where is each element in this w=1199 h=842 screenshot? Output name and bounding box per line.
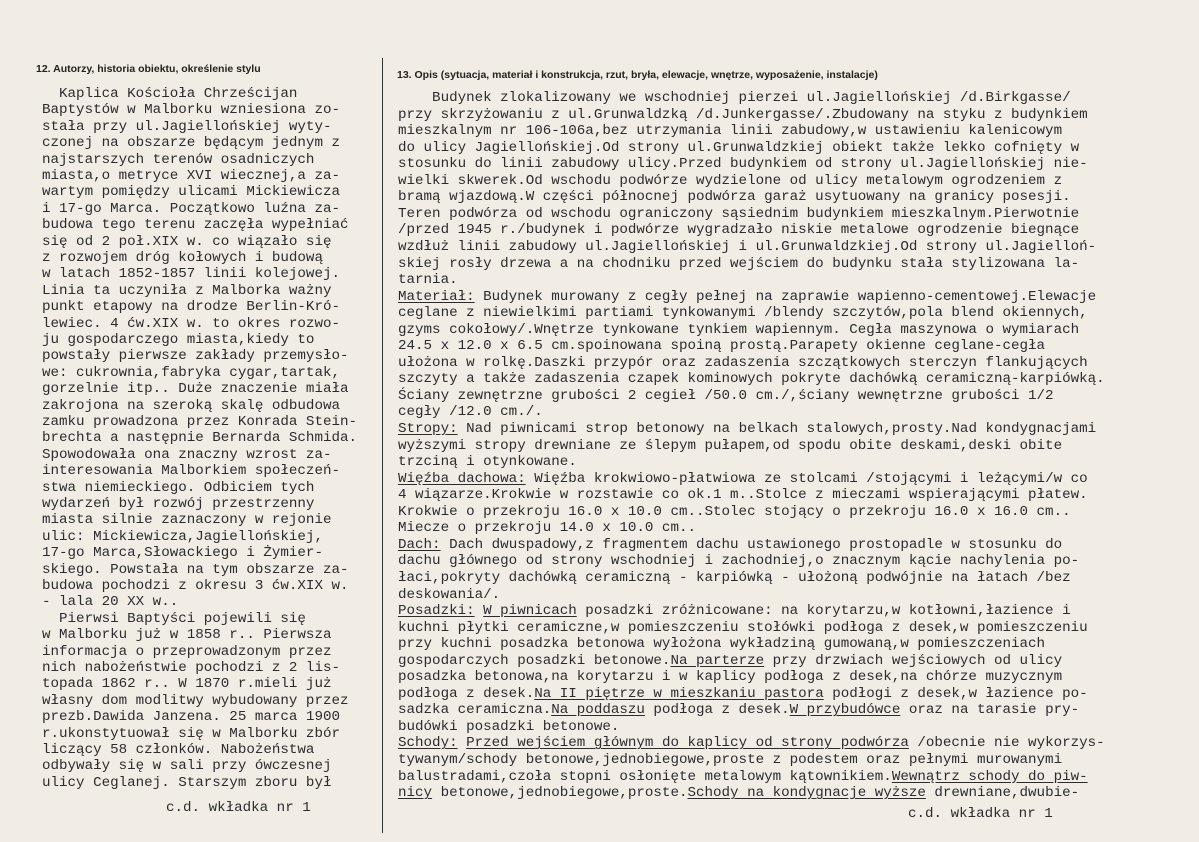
description-line: [398, 669, 1062, 685]
history-line: ulic: Mickiewicza,Jagiellońskiej,: [42, 528, 323, 545]
description-text: do ulicy Jagiellońskiej.Od strony ul.Grunwaldzkiej obiekt także lekko cofnięty w: [398, 139, 1080, 156]
history-line: ulicy Ceglanej. Starszym zboru był: [42, 774, 332, 791]
history-line: lewiec. 4 ćw.XIX w. to okres rozwo-: [42, 315, 340, 332]
underlined-heading: Schody na kondygnacje wyższe: [687, 785, 926, 802]
history-line: stała przy ul.Jagiellońskiej wyty-: [42, 118, 332, 135]
history-line: brechta a następnie Bernarda Schmida.: [42, 430, 358, 447]
description-text: Krokwie o przekroju 16.0 x 10.0 cm..Stolec stojący o przekroju 16.0 x 16.0 cm..: [398, 503, 1071, 520]
description-line: [398, 454, 577, 470]
underlined-heading: nicy: [398, 785, 433, 802]
description-line: [398, 206, 1079, 222]
description-line: [398, 553, 1079, 569]
underlined-heading: Schody:: [398, 735, 458, 752]
description-line: [398, 719, 619, 735]
history-line: ju gospodarczego miasta,kiedy to: [42, 332, 315, 348]
description-line: [398, 620, 1088, 636]
description-line: [398, 537, 1062, 553]
description-line: [398, 256, 1079, 272]
description-line: [398, 471, 1088, 487]
description-text-column: [398, 90, 1193, 800]
description-text: 4 wiązarze.Krokwie w rozstawie co ok.1 m..Stolce z mieczami wspierającymi płatew.: [398, 487, 1088, 504]
description-text: sadzka ceramiczna.: [398, 702, 552, 719]
description-line: [398, 388, 1054, 404]
section-13-header: 13. Opis (sytuacja, materiał i konstrukcja, rzut, bryła, elewacje, wnętrze, wyposażenie, instalacje): [397, 69, 878, 81]
description-text: przy kuchni posadzka betonowa wyłożona wykładziną gumowaną,w pomieszczeniach: [398, 636, 1046, 653]
underlined-heading: Na II piętrze w mieszkaniu pastora: [534, 685, 824, 702]
description-text: tarnia.: [398, 272, 458, 289]
description-line: [398, 189, 1071, 205]
description-line: [398, 156, 1088, 172]
description-text: ceglane z niewielkimi partiami tynkowanymi /blendy szczytów,pola blend okiennych,: [398, 305, 1088, 322]
history-line: w latach 1852-1857 linii kolejowej.: [42, 266, 340, 283]
description-text: stosunku do linii zabudowy ulicy.Przed budynkiem od strony ul.Jagiellońskiej nie-: [398, 156, 1088, 173]
description-line: [398, 338, 1045, 354]
description-text: przy drzwiach wejściowych od ulicy: [764, 652, 1063, 669]
description-text: Teren podwórza od wschodu ograniczony sąsiednim budynkiem mieszkalnym.Pierwotnie: [398, 205, 1080, 222]
underlined-heading: Stropy:: [398, 421, 458, 437]
underlined-heading: Więźba dachowa:: [398, 470, 526, 487]
history-line: Baptystów w Malborku wzniesiona zo-: [42, 102, 340, 119]
history-line: informacja o przeprowadzonym przez: [42, 643, 332, 660]
description-text: deskowania/.: [398, 586, 501, 603]
description-line: [398, 355, 1088, 371]
description-text: betonowe,jednobiegowe,proste.: [432, 785, 688, 802]
description-line: [398, 90, 1071, 106]
description-text: /obecnie nie wykorzys-: [908, 735, 1105, 752]
description-text: Miecze o przekroju 14.0 x 10.0 cm..: [398, 520, 696, 537]
history-text-column: [42, 86, 378, 791]
history-line: nich nabożeństwie pochodzi z 2 lis-: [42, 660, 340, 676]
description-line: [398, 603, 1071, 619]
continued-note-right: c.d. wkładka nr 1: [908, 806, 1053, 822]
description-text: tywanym/schody betonowe,jednobiegowe,proste z podestem oraz pełnymi murowanymi: [398, 752, 1063, 768]
description-text: gzyms cokołowy/.Wnętrze tynkowane tynkiem wapiennym. Cegła maszynowa o wymiarach: [398, 321, 1080, 338]
history-line: własny dom modlitwy wybudowany przez: [42, 692, 349, 709]
description-line: [398, 785, 1079, 801]
history-line: miasta silnie zaznaczony w rejonie: [42, 512, 332, 529]
description-text: podłogi z desek,w łazience po-: [823, 685, 1088, 702]
description-line: [398, 570, 1071, 586]
description-line: [398, 421, 1096, 437]
underlined-heading: W przybudówce: [789, 702, 901, 719]
description-text: kuchni płytki ceramiczne,w pomieszczeniu stołówki podłoga z desek,w pomieszczeniu: [398, 619, 1088, 636]
description-line: [398, 769, 1088, 785]
history-line: liczący 58 członków. Nabożeństwa: [42, 742, 315, 758]
description-text: [458, 735, 467, 751]
description-text: dachu głównego od strony wschodniej i zachodniej,o znacznym kącie nachylenia po-: [398, 553, 1080, 570]
underlined-heading: Na parterze: [670, 652, 765, 669]
description-line: [398, 653, 1062, 669]
history-line: miasta,o metryce XVI wiecznej,a za-: [42, 168, 340, 184]
description-line: [398, 404, 543, 420]
history-line: we: cukrownia,fabryka cygar,tartak,: [42, 364, 340, 381]
underlined-heading: Dach:: [398, 536, 441, 553]
description-text: skiej rosły drzewa a na chodniku przed wejściem do budynku stała stylizowana la-: [398, 255, 1080, 272]
description-line: [398, 289, 1096, 305]
description-text: Budynek zlokalizowany we wschodniej pierzei ul.Jagiellońskiej /d.Birkgasse/: [398, 90, 1071, 106]
description-line: [398, 322, 1079, 338]
description-text: bramą wjazdową.W części północnej podwórza garaż usytuowany na granicy posesji.: [398, 189, 1071, 206]
description-text: Więźba krokwiowo-płatwiowa ze stolcami /stojącymi i leżącymi/w co: [525, 470, 1088, 487]
description-line: [398, 686, 1088, 702]
section-12-header: 12. Autorzy, historia obiektu, określenie stylu: [36, 63, 261, 75]
underlined-heading: Materiał:: [398, 288, 475, 305]
description-line: [398, 735, 1105, 751]
history-line: czonej na obszarze będącym jednym z: [42, 135, 340, 152]
underlined-heading: Wewnątrz schody do piw-: [891, 768, 1088, 785]
description-line: [398, 107, 1088, 123]
history-line: topada 1862 r.. W 1870 r.mieli już: [42, 676, 332, 693]
description-text: podłoga z desek.: [644, 702, 790, 719]
description-line: [398, 222, 1079, 238]
history-line: wydarzeń był rozwój przestrzenny: [42, 496, 315, 512]
history-line: budowa pochodzi z okresu 3 ćw.XIX w.: [42, 578, 349, 594]
description-text: Ściany zewnętrzne grubości 2 cegieł /50.0 cm./,ściany wewnętrzne grubości 1/2: [398, 387, 1054, 404]
history-line: z rozwojem dróg kołowych i budową: [42, 250, 323, 266]
description-line: [398, 636, 1045, 652]
description-text: przy skrzyżowaniu z ul.Grunwaldzką /d.Junkergasse/.Zbudowany na styku z budynkiem: [398, 106, 1088, 123]
description-text: drewniane,dwubie-: [925, 785, 1080, 802]
history-line: budowa tego terenu zaczęła wypełniać: [42, 217, 349, 234]
history-line: wartym pomiędzy ulicami Mickiewicza: [42, 184, 340, 201]
description-text: podłoga z desek.: [398, 685, 535, 702]
underlined-heading: Przed wejściem głównym do kaplicy od strony podwórza: [466, 735, 909, 752]
history-line: prezb.Dawida Janzena. 25 marca 1900: [42, 709, 340, 726]
description-line: [398, 702, 1079, 718]
history-line: stwa niemieckiego. Odbiciem tych: [42, 479, 315, 496]
history-line: r.ukonstytuował się w Malborku zbór: [42, 725, 340, 742]
description-text: ułożona w rolkę.Daszki przypór oraz zadaszenia szczątkowych sterczyn flankujących: [398, 354, 1088, 371]
history-line: 17-go Marca,Słowackiego i Żymier-: [42, 545, 323, 562]
history-line: się od 2 poł.XIX w. co wiązało się: [42, 233, 332, 250]
description-line: [398, 305, 1088, 321]
description-line: [398, 140, 1079, 156]
description-line: [398, 504, 1071, 520]
history-line: Pierwsi Baptyści pojewili się: [42, 610, 306, 627]
description-text: łaci,pokryty dachówką ceramiczną - karpiówką - ułożoną podwójnie na łatach /bez: [398, 569, 1071, 586]
description-text: oraz na tarasie pry-: [900, 702, 1080, 719]
description-text: wzdłuż linii zabudowy ul.Jagiellońskiej i ul.Grunwaldzkiej.Od strony ul.Jagielloń-: [398, 238, 1097, 255]
history-line: zamku prowadzona przez Konrada Stein-: [42, 414, 358, 430]
description-text: posadzka betonowa,na korytarzu i w kaplicy podłoga z desek,na chórze muzycznym: [398, 669, 1063, 686]
history-line: Kaplica Kościoła Chrześcijan: [42, 86, 298, 102]
description-text: /przed 1945 r./budynek i podwórze wygradzało niskie metalowe ogrodzenie biegnące: [398, 222, 1080, 239]
history-line: w Malborku już w 1858 r.. Pierwsza: [42, 627, 332, 644]
description-text: budówki posadzki betonowe.: [398, 718, 620, 735]
underlined-heading: Posadzki:: [398, 603, 475, 620]
history-line: Linia ta uczyniła z Malborka ważny: [42, 282, 332, 299]
description-text: szczyty a także zadaszenia czapek kominowych pokryte dachówką ceramiczną-karpiówką.: [398, 371, 1105, 388]
history-line: zakrojona na szeroką skalę odbudowa: [42, 397, 340, 414]
history-line: skiego. Powstała na tym obszarze za-: [42, 561, 349, 578]
description-text: gospodarczych posadzki betonowe.: [398, 652, 671, 669]
history-line: najstarszych terenów osadniczych: [42, 151, 315, 168]
description-line: [398, 371, 1105, 387]
description-line: [398, 520, 696, 536]
description-text: trzciną i otynkowane.: [398, 454, 577, 471]
description-text: cegły /12.0 cm./.: [398, 404, 543, 421]
description-line: [398, 123, 1062, 139]
description-line: [398, 239, 1096, 255]
description-line: [398, 173, 1062, 189]
column-divider: [382, 58, 383, 833]
history-line: powstały pierwsze zakłady przemysło-: [42, 348, 349, 365]
description-text: posadzki zróżnicowane: na korytarzu,w kotłowni,łazience i: [576, 603, 1071, 620]
history-line: - lala 20 XX w..: [42, 594, 179, 611]
description-text: 24.5 x 12.0 x 6.5 cm.spoinowana spoiną prostą.Parapety okienne ceglane-cegła: [398, 338, 1046, 355]
description-text: balustradami,czoła stopni osłonięte metalowym kątownikiem.: [398, 768, 892, 785]
description-text: wyższymi stropy drewniane ze ślepym pułapem,od spodu obite deskami,deski obite: [398, 437, 1063, 454]
description-text: mieszkalnym nr 106-106a,bez utrzymania linii zabudowy,w ustawieniu kalenicowym: [398, 123, 1063, 140]
description-line: [398, 438, 1062, 454]
description-text: Nad piwnicami strop betonowy na belkach stalowych,prosty.Nad kondygnacjami: [457, 421, 1097, 437]
description-line: [398, 487, 1088, 503]
description-line: [398, 752, 1062, 768]
underlined-heading: Na poddaszu: [551, 702, 645, 719]
history-line: i 17-go Marca. Początkowo luźna za-: [42, 200, 340, 217]
history-line: gorzelnie itp.. Duże znaczenie miała: [42, 381, 349, 398]
description-line: [398, 272, 458, 288]
history-line: Spowodowała ona znaczny wzrost za-: [42, 446, 332, 463]
history-line: punkt etapowy na drodze Berlin-Kró-: [42, 299, 340, 316]
description-text: Dach dwuspadowy,z fragmentem dachu ustawionego prostopadle w stosunku do: [440, 536, 1063, 553]
history-line: odbywały się w sali przy ówczesnej: [42, 758, 332, 775]
history-line: interesowania Malborkiem społeczeń-: [42, 463, 340, 480]
continued-note-left: c.d. wkładka nr 1: [166, 800, 311, 816]
underlined-heading: W piwnicach: [483, 603, 577, 620]
description-line: [398, 587, 500, 603]
description-text: [475, 603, 484, 619]
description-text: Budynek murowany z cegły pełnej na zaprawie wapienno-cementowej.Elewacje: [474, 288, 1097, 305]
description-text: wielki skwerek.Od wschodu podwórze wydzielone od ulicy metalowym ogrodzeniem z: [398, 172, 1063, 189]
